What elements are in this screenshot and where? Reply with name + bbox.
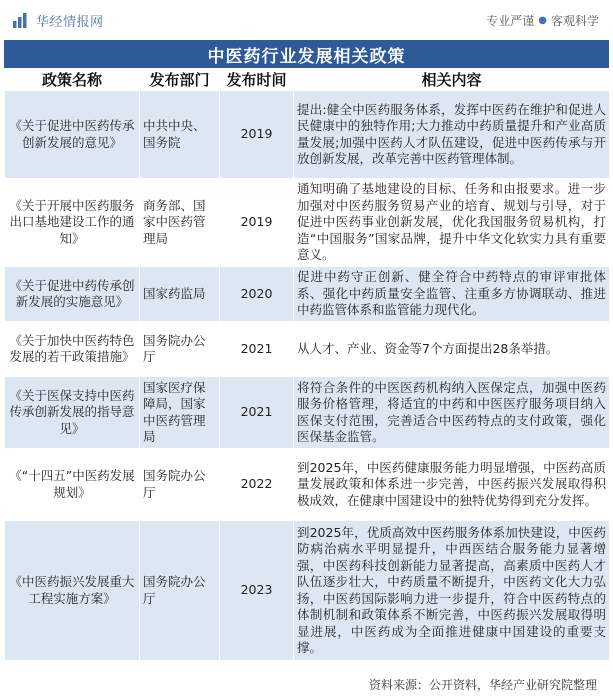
brand-name: 华经情报网	[36, 14, 104, 30]
policy-dept: 国家医疗保障局，国家中医药管理局	[140, 377, 220, 449]
policy-year: 2019	[220, 91, 294, 179]
policy-content: 通知明确了基地建设的目标、任务和由报要求。进一步加强对中医药服务贸易产业的培育、规划与引导，对于促进中医药事业创新发展，优化我国服务贸易机构，打造“中国服务”国家品牌，提升中华文化软实力具有重要意义。	[294, 179, 610, 267]
table-row	[5, 377, 610, 449]
policy-dept: 国家药监局	[140, 267, 220, 322]
policy-year: 2021	[220, 377, 294, 449]
table-row	[5, 322, 610, 377]
policy-name: 《关于促进中医药传承创新发展的意见》	[5, 91, 140, 179]
column-header-name: 政策名称	[5, 69, 140, 91]
policy-dept: 国务院办公厅	[140, 521, 220, 661]
table-row	[5, 449, 610, 521]
policy-year: 2023	[220, 521, 294, 661]
policy-name: 《“十四五”中医药发展规划》	[5, 449, 140, 521]
source-note: 资料来源：公开资料，华经产业研究院整理	[368, 678, 597, 692]
slogan-right: 客观科学	[550, 14, 599, 28]
column-header-dept: 发布部门	[140, 69, 220, 91]
policy-dept: 商务部、国家中医药管理局	[140, 179, 220, 267]
column-header-year: 发布时间	[220, 69, 294, 91]
bullet-dot-icon: ●	[538, 15, 547, 26]
table-header-row	[5, 69, 610, 91]
table-row	[5, 179, 610, 267]
brand	[12, 10, 104, 30]
policy-dept: 国务院办公厅	[140, 449, 220, 521]
slogan-left: 专业严谨	[486, 14, 535, 28]
policy-year: 2021	[220, 322, 294, 377]
policy-content: 到2025年，优质高效中医药服务体系加快建设，中医药防病治病水平明显提升，中西医结合服务能力显著增强，中医药科技创新能力显著提高，高素质中医药人才队伍逐步壮大，中药质量不断提升，中医药文化大力弘扬，中医药国际影响力进一步提升，符合中医药特点的体制机制和政策体系不断完善，中医药振兴发展取得明显进展，中医药成为全面推进健康中国建设的重要支撑。	[294, 521, 610, 661]
policy-dept: 中共中央、国务院	[140, 91, 220, 179]
policy-name: 《中医药振兴发展重大工程实施方案》	[5, 521, 140, 661]
policy-name: 《关于促进中药传承创新发展的实施意见》	[5, 267, 140, 322]
policy-year: 2019	[220, 179, 294, 267]
table-row	[5, 521, 610, 661]
policy-content: 将符合条件的中医医药机构纳入医保定点，加强中医药服务价格管理，将适宜的中药和中医医疗服务项目纳入医保支付范围，完善适合中医药特点的支付政策，强化医保基金监管。	[294, 377, 610, 449]
policy-content: 从人才、产业、资金等7个方面提出28条举措。	[294, 322, 610, 377]
policy-table	[4, 68, 610, 661]
table-row	[5, 91, 610, 179]
policy-dept: 国务院办公厅	[140, 322, 220, 377]
policy-year: 2020	[220, 267, 294, 322]
bar-chart-logo-icon	[12, 11, 30, 29]
policy-content: 促进中药守正创新、健全符合中药特点的审评审批体系、强化中药质量安全监管、注重多方协调联动、推进中药监管体系和监管能力现代化。	[294, 267, 610, 322]
policy-name: 《关于医保支持中医药传承创新发展的指导意见》	[5, 377, 140, 449]
table-title: 中医药行业发展相关政策	[4, 40, 609, 68]
top-header	[0, 0, 613, 40]
policy-name: 《关于加快中医药特色发展的若干政策措施》	[5, 322, 140, 377]
table-row	[5, 267, 610, 322]
policy-name: 《关于开展中医药服务出口基地建设工作的通知》	[5, 179, 140, 267]
column-header-content: 相关内容	[294, 69, 610, 91]
slogan	[486, 12, 599, 29]
policy-year: 2022	[220, 449, 294, 521]
policy-content: 提出:健全中医药服务体系，发挥中医药在维护和促进人民健康中的独特作用;大力推动中药质量提升和产业高质量发展;加强中医药人才队伍建设，促进中医药传承与开放创新发展，改革完善中医药管理体制。	[294, 91, 610, 179]
policy-content: 到2025年，中医药健康服务能力明显增强，中医药高质量发展政策和体系进一步完善，中医药振兴发展取得积极成效，在健康中国建设中的独特优势得到充分发挥。	[294, 449, 610, 521]
